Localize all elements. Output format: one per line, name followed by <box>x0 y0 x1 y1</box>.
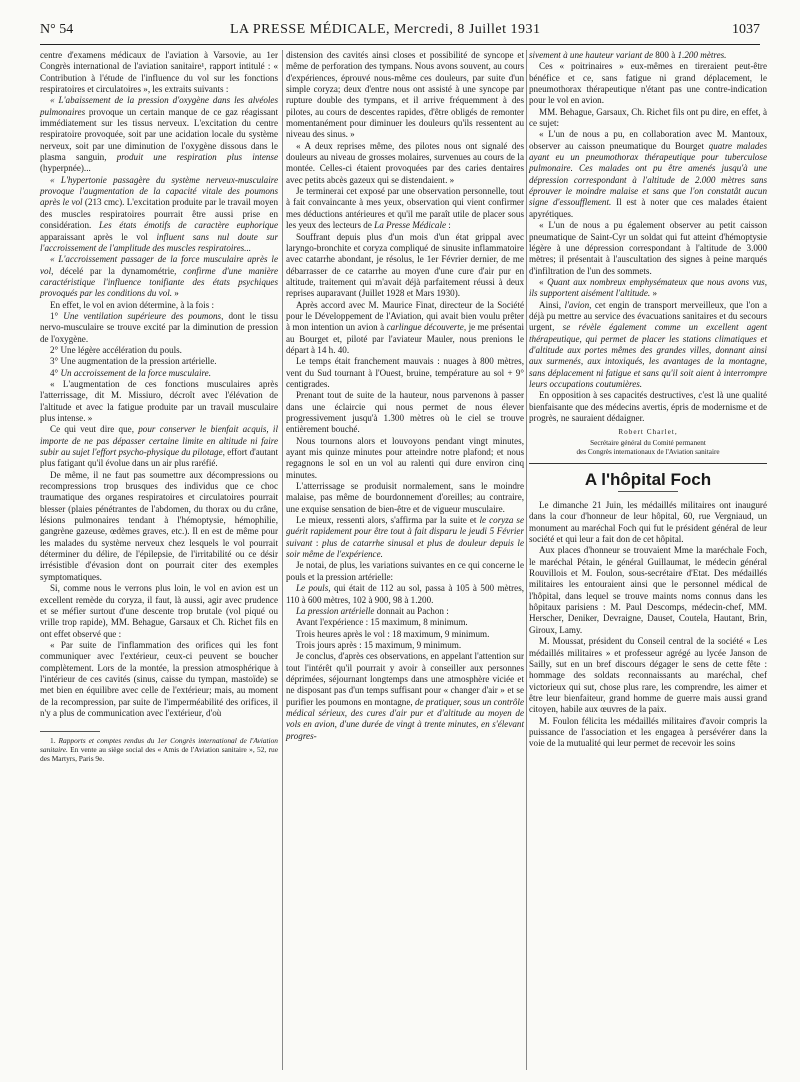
paragraph: Nous tournons alors et louvoyons pendant vingt minutes, ayant mis quinze minutes pour atteindre notre plafond; et nous regagnons le sol en un vol au ralenti qui dure environ cinq minutes. <box>286 435 524 480</box>
quote-paragraph: « Quant aux nombreux emphysémateux que nous avons vus, ils supportent aisément l'altitude. » <box>529 276 767 299</box>
quote-paragraph: « Par suite de l'inflammation des orifices qui les font communiquer avec l'extérieur, ceux-ci peuvent se boucher complètement. Lors de la montée, la pression atmosphérique à l'intérieur de ces cavités (sinus, caisse du tympan, mastoïde) se met bien en équilibre avec celle de l'extérieur; mais, au moment de la recompression, par suite de l'imperméabilité des orifices, il n'y a plus de communication avec l'extérieur, d'où <box>40 639 278 718</box>
column-1 <box>40 50 278 1080</box>
quote-paragraph: « L'abaissement de la pression d'oxygène dans les alvéoles pulmonaires provoque un certain manque de ce gaz réagissant immédiatement sur les tissus nerveux. L'excitation du centre respiratoire provoquée, soit par une acidation locale du système nerveux, soit par une diminution de l'oxygène dissous dans le plasma sanguin, produit une respiration plus intense (hyperpnée)... <box>40 95 278 174</box>
section-title: A l'hôpital Foch <box>584 469 712 489</box>
quote-paragraph: « L'un de nous a pu, en collaboration avec M. Mantoux, observer au caisson pneumatique du Bourget quatre malades ayant eu un pneumothorax thérapeutique pour tuberculose pulmonaire. Ces malades ont pu être amenés jusqu'à une dépression correspondant à l'altitude de 2.000 mètres sans éprouver le moindre malaise et sans que l'on constatât aucun signe d'essoufflement. Il est à noter que ces malades étaient apyrétiques. <box>529 129 768 219</box>
quote-paragraph: « L'accroissement passager de la force musculaire après le vol, décelé par la dynamométrie, confirme d'une manière caractéristique l'influence tonifiante des états psychiques provoqués par les conditions du vol. » <box>40 254 278 299</box>
quote-paragraph: « L'augmentation de ces fonctions musculaires après l'atterrissage, dit M. Missiuro, décroît avec l'élévation de l'altitude et avec la fatigue produite par un travail musculaire plus intense. » <box>40 378 278 423</box>
paragraph: Prenant tout de suite de la hauteur, nous parvenons à passer dans une éclaircie qui nous permet de nous élever progressivement jusqu'à 1.300 mètres où le ciel se trouve entièrement bouché. <box>286 390 524 435</box>
author-title: Secrétaire général du Comité permanent <box>590 438 706 447</box>
list-item: 3° Une augmentation de la pression artérielle. <box>50 356 217 367</box>
column-rule <box>526 50 527 1070</box>
quote-paragraph: « A deux reprises même, des pilotes nous ont signalé des douleurs au niveau de grosses molaires, survenues au cours de la montée. Celles-ci étaient provoquées par des caries dentaires avec petits abcès gazeux qui se distendaient. » <box>286 140 524 185</box>
paragraph: Le mieux, ressenti alors, s'affirma par la suite et le coryza se guérit rapidement pour être tout à fait disparu le jeudi 5 Février suivant : plus de catarrhe sinusal et plus de douleur depuis le soir même de l'expérience. <box>286 515 524 560</box>
page-number: 1037 <box>732 22 760 37</box>
paragraph: M. Moussat, président du Conseil central de la société « Les médaillés militaires » et professeur agrégé au lycée Janson de Sailly, sut en un bref discours dégager le sens de cette fête : hommage des soldats reconnaissants au maréchal, chef victorieux qui sut, chose plus rare, les comprendre, les aimer et être leur bienfaiteur, grand homme de guerre mais aussi grand citoyen, habile aux œuvres de la paix. <box>529 636 767 715</box>
paragraph: En opposition à ses capacités destructives, c'est là une qualité bienfaisante que des médecins avertis, épris de modernisme et de progrès, ne sauraient dédaigner. <box>529 390 767 423</box>
paragraph: L'atterrissage se produisit normalement, sans le moindre malaise, pas même de bourdonnement d'oreilles; au contraire, une exquise sensation de bien-être et de vigueur musculaire. <box>286 481 524 514</box>
paragraph: distension des cavités ainsi closes et possibilité de syncope et même de perforation des tympans. Nous avons souvent, au cours d'expériences, éprouvé nous-même ces douleurs, par suite d'un simple coryza; deux d'entre nous ont assisté à une syncope par rupture double des tympans, et il arrive fréquemment à des pilotes, au cours de descentes rapides, d'être obligés de remonter momentanément pour diminuer les douleurs qu'ils ressentent au niveau des sinus. » <box>286 50 524 140</box>
issue-number: N° 54 <box>40 22 74 37</box>
author-title: des Congrès internationaux de l'Aviation sanitaire <box>576 447 720 456</box>
column-2 <box>286 50 524 1080</box>
paragraph: Après accord avec M. Maurice Finat, directeur de la Société pour le Développement de l'Aviation, qui avait bien voulu prêter à mon intention un avion à carlingue découverte, je me présentai au Bourget et, piloté par l'aviateur Mauler, nous prenions le départ à 14 h. 40. <box>286 299 524 355</box>
list-item: 4° Un accroissement de la force musculaire. <box>50 367 211 378</box>
paragraph: La pression artérielle donnait au Pachon : <box>296 605 449 616</box>
footnote: 1. Rapports et comptes rendus du 1er Congrès international de l'Aviation sanitaire. En vente au siège social des « Amis de l'Aviation sanitaire », 52, rue des Martyrs, Paris 9e. <box>40 736 278 764</box>
paragraph: Souffrant depuis plus d'un mois d'un état grippal avec laryngo-bronchite et coryza compliqué de sinusite inflammatoire avec catarrhe abondant, je résolus, le 1er Février dernier, de me débarrasser de ce catarrhe au moyen d'une cure d'air pur en altitude, traitement qui m'avait déjà parfaitement réussi à deux reprises auparavant (Juillet 1928 et Mars 1930). <box>286 231 524 299</box>
paragraph: MM. Behague, Garsaux, Ch. Richet fils ont pu dire, en effet, à ce sujet: <box>529 106 767 129</box>
list-item: Trois heures après le vol : 18 maximum, 9 minimum. <box>296 628 490 639</box>
paragraph: Le temps était franchement mauvais : nuages à 800 mètres, vent du Sud tournant à l'Ouest, bruine, température au sol + 9° centigrades. <box>286 356 524 389</box>
footnote-rule <box>40 731 100 732</box>
list-item: Avant l'expérience : 15 maximum, 8 minimum. <box>296 617 468 628</box>
paragraph: Le dimanche 21 Juin, les médaillés militaires ont inauguré dans la cour d'honneur de leur hôpital, 60, rue Vergniaud, un monument au maréchal Foch qui fut le président général de leur société et qui leur a fait don de cet hôpital. <box>529 500 767 545</box>
journal-title: LA PRESSE MÉDICALE, Mercredi, 8 Juillet 1931 <box>230 22 541 37</box>
paragraph: sivement à une hauteur variant de 800 à 1.200 mètres. <box>529 50 727 60</box>
quote-paragraph: « L'un de nous a pu également observer au petit caisson pneumatique de Saint-Cyr un soldat qui fut atteint d'hémoptysie légère à une dépression correspondant à l'altitude de 3.000 mètres; il présentait à l'auscultation des signes à peine marqués d'infiltration de l'un des sommets. <box>529 220 767 276</box>
column-3 <box>529 50 767 1080</box>
column-rule <box>282 50 283 1070</box>
list-item: 2° Une légère accélération du pouls. <box>50 344 182 355</box>
paragraph: Si, comme nous le verrons plus loin, le vol en avion est un excellent remède du coryza, il faut, là aussi, agir avec prudence et se méfier surtout d'une descente trop brutale (vol piqué ou vrille trop rapide), MM. Behague, Garsaux et Ch. Richet fils en ont effet observé que : <box>40 583 278 639</box>
paragraph: Le pouls, qui était de 112 au sol, passa à 105 à 500 mètres, 110 à 600 mètres, 102 à 900, 98 à 1.200. <box>286 583 525 605</box>
paragraph: M. Foulon félicita les médaillés militaires d'avoir compris la puissance de l'association et les engagea à persévérer dans la voie de la mutualité qui leur permet de recevoir les soins <box>529 715 767 749</box>
section-title-rule <box>618 491 678 492</box>
paragraph: Aux places d'honneur se trouvaient Mme la maréchale Foch, le maréchal Pétain, le général Guillaumat, le médecin général Rouvillois et M. Foulon, sous-secrétaire d'Etat. Des médaillés militaires les entouraient ainsi que le personnel médical de l'hôpital, dans lequel se trouve maints noms connus dans les hôpitaux parisiens : M. Paul Descomps, médecin-chef, MM. Herscher, Deniker, Devraigne, Dauset, Coutela, Hautant, Brin, Giroux, Lamy. <box>529 545 767 635</box>
paragraph: Je notai, de plus, les variations suivantes en ce qui concerne le pouls et la pression artérielle: <box>286 560 524 582</box>
list-item: Trois jours après : 15 maximum, 9 minimum. <box>296 639 462 650</box>
paragraph: Ce qui veut dire que, pour conserver le bienfait acquis, il importe de ne pas dépasser certaine limite en altitude ni faire subir au sujet l'effort psycho-physique du pilotage, effort d'autant plus fatigant qu'il évolue dans un air plus raréfié. <box>40 424 278 469</box>
paragraph: centre d'examens médicaux de l'aviation à Varsovie, au 1er Congrès international de l'aviation sanitaire¹, rapport intitulé : « Contribution à l'étude de l'influence du vol sur les fonctions respiratoires et circulatoires », les extraits suivants : <box>40 50 278 95</box>
paragraph: De même, il ne faut pas soumettre aux décompressions ou recompressions trop brusques des individus que ce choc traumatique des organes respiratoires et circulatoires pourrait blesser (plaies pénétrantes de l'abdomen, du thorax ou du crâne, lésions pulmonaires tendant à l'hémoptysie, hémophilie, gangrène gazeuse, œdèmes graves, etc.). Il en est de même pour les malades du système nerveux chez lesquels le vol pourrait déterminer du délire, de l'épilepsie, de l'irritabilité ou ce désir irrésistible d'évasion dont on pourrait citer des exemples symptomatiques. <box>40 469 278 582</box>
paragraph: Ces « poitrinaires » eux-mêmes en tireraient peut-être bénéfice et ce, sans fatigue ni grand déplacement, le pneumothorax thérapeutique n'étant pas une contre-indication pour le vol en avion. <box>529 61 767 106</box>
author-signature: Robert Charlet, <box>618 428 678 437</box>
paragraph: En effet, le vol en avion détermine, à la fois : <box>50 299 214 310</box>
paragraph: Je conclus, d'après ces observations, en appelant l'attention sur tout l'intérêt qu'il pourrait y avoir à conseiller aux personnes déprimées, séjournant longtemps dans une atmosphère viciée et ne disposant pas d'un temps suffisant pour « changer d'air » et se purifier les poumons en montagne, de pratiquer, sous un contrôle médical sérieux, des cures d'air pur et d'altitude au moyen de vols en avion, d'une durée de vingt à trente minutes, en s'élevant progres- <box>286 651 524 741</box>
paragraph: Je terminerai cet exposé par une observation personnelle, tout à fait convaincante à mes yeux, observation qui vient confirmer mes déductions antérieures et qu'il me paraît utile de placer sous les yeux des lecteurs de La Presse Médicale : <box>286 186 524 231</box>
section-rule <box>529 463 767 464</box>
running-header <box>40 22 760 45</box>
list-item: 1° Une ventilation supérieure des poumons, dont le tissu nervo-musculaire se trouve excité par la diminution de pression de l'oxygène. <box>40 310 278 344</box>
quote-paragraph: « L'hypertonie passagère du système nerveux-musculaire provoque l'augmentation de la capacité vitale des poumons après le vol (213 cmc). L'excitation produite par le travail moyen des muscles respiratoires pourrait être aussi prise en considération. Les états émotifs de caractère euphorique apparaissant après le vol influent sans nul doute sur l'accroissement de l'amplitude des muscles respiratoires... <box>40 174 279 253</box>
paragraph: Ainsi, l'avion, cet engin de transport merveilleux, que l'on a déjà pu mettre au service des évacuations sanitaires et du secours urgent, se révèle également comme un excellent agent thérapeutique, qui permet de placer les stations climatiques et d'altitude aux portes mêmes des grandes villes, donnant ainsi aux surmenés, aux intoxiqués, les avantages de la montagne, sans déplacement ni fatigue et sans qu'il soit aient à interrompre leurs occupations coutumières. <box>529 299 767 389</box>
